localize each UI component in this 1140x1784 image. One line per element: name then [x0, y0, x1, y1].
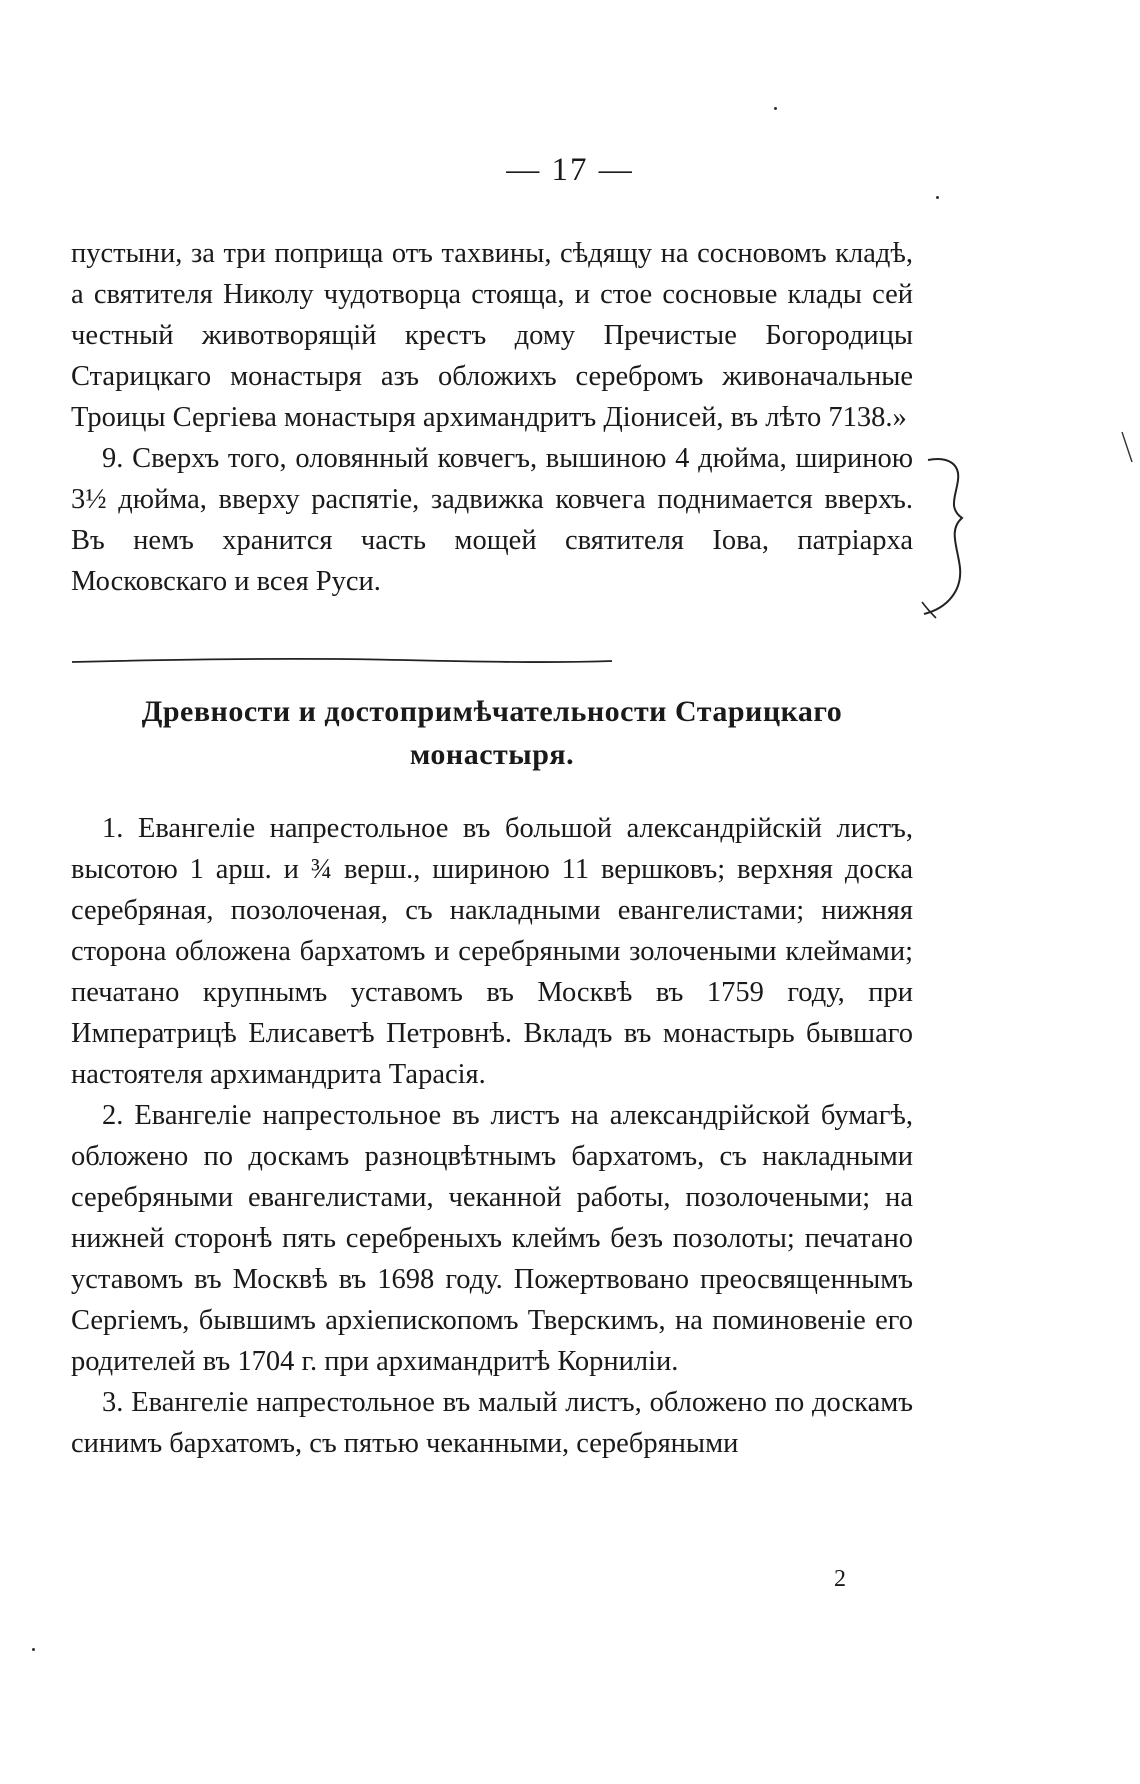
- printer-signature-mark: 2: [834, 1566, 846, 1592]
- handwritten-bracket-mark: [918, 452, 1008, 622]
- paper-speck: [774, 107, 777, 110]
- page-number: — 17 —: [506, 152, 634, 188]
- top-text-block: [71, 233, 913, 602]
- section-divider: [72, 658, 612, 664]
- paragraph-continuation: пустыни, за три поприща отъ тахвины, сѣдящу на сосновомъ кладѣ, а святителя Николу чудотворца стояща, и стое сосновые клады сей честный животворящій крестъ дому Пречистые Богородицы Старицкаго монастыря азъ обложихъ серебромъ живоначальные Троицы Сергіева монастыря архимандритъ Діонисей, въ лѣто 7138.»: [71, 238, 913, 433]
- paragraph-item-1: 1. Евангеліе напрестольное въ большой александрійскій листъ, высотою 1 арш. и ¾ верш., шириною 11 вершковъ; верхняя доска серебряная, позолоченая, съ накладными евангелистами; нижняя сторона обложена бархатомъ и серебряными золочеными клеймами; печатано крупнымъ уставомъ въ Москвѣ въ 1759 году, при Императрицѣ Елисаветѣ Петровнѣ. Вкладъ въ монастырь бывшаго настоятеля архимандрита Тарасія.: [71, 813, 913, 1090]
- main-text-block: [71, 808, 913, 1464]
- section-heading: Древности и достопримѣчательности Старицкаго монастыря.: [141, 695, 843, 771]
- paragraph-item-2: 2. Евангеліе напрестольное въ листъ на александрійской бумагѣ, обложено по доскамъ разноцвѣтнымъ бархатомъ, съ накладными серебряными евангелистами, чеканной работы, позолочеными; на нижней сторонѣ пять серебреныхъ клеймъ безъ позолоты; печатано уставомъ въ Москвѣ въ 1698 году. Пожертвовано преосвященнымъ Сергіемъ, бывшимъ архіепископомъ Тверскимъ, на поминовеніе его родителей въ 1704 г. при архимандритѣ Корниліи.: [71, 1100, 913, 1377]
- margin-stroke-mark: [1120, 430, 1136, 466]
- paper-speck: [936, 196, 939, 199]
- paragraph-item-3: 3. Евангеліе напрестольное въ малый листъ, обложено по доскамъ синимъ бархатомъ, съ пятью чеканными, серебряными: [71, 1387, 913, 1459]
- paper-speck: [32, 1648, 35, 1651]
- paragraph-item-9: 9. Сверхъ того, оловянный ковчегъ, вышиною 4 дюйма, шириною 3½ дюйма, вверху распятіе, задвижка ковчега поднимается вверхъ. Въ немъ хранится часть мощей святителя Іова, патріарха Московскаго и всея Руси.: [71, 443, 913, 597]
